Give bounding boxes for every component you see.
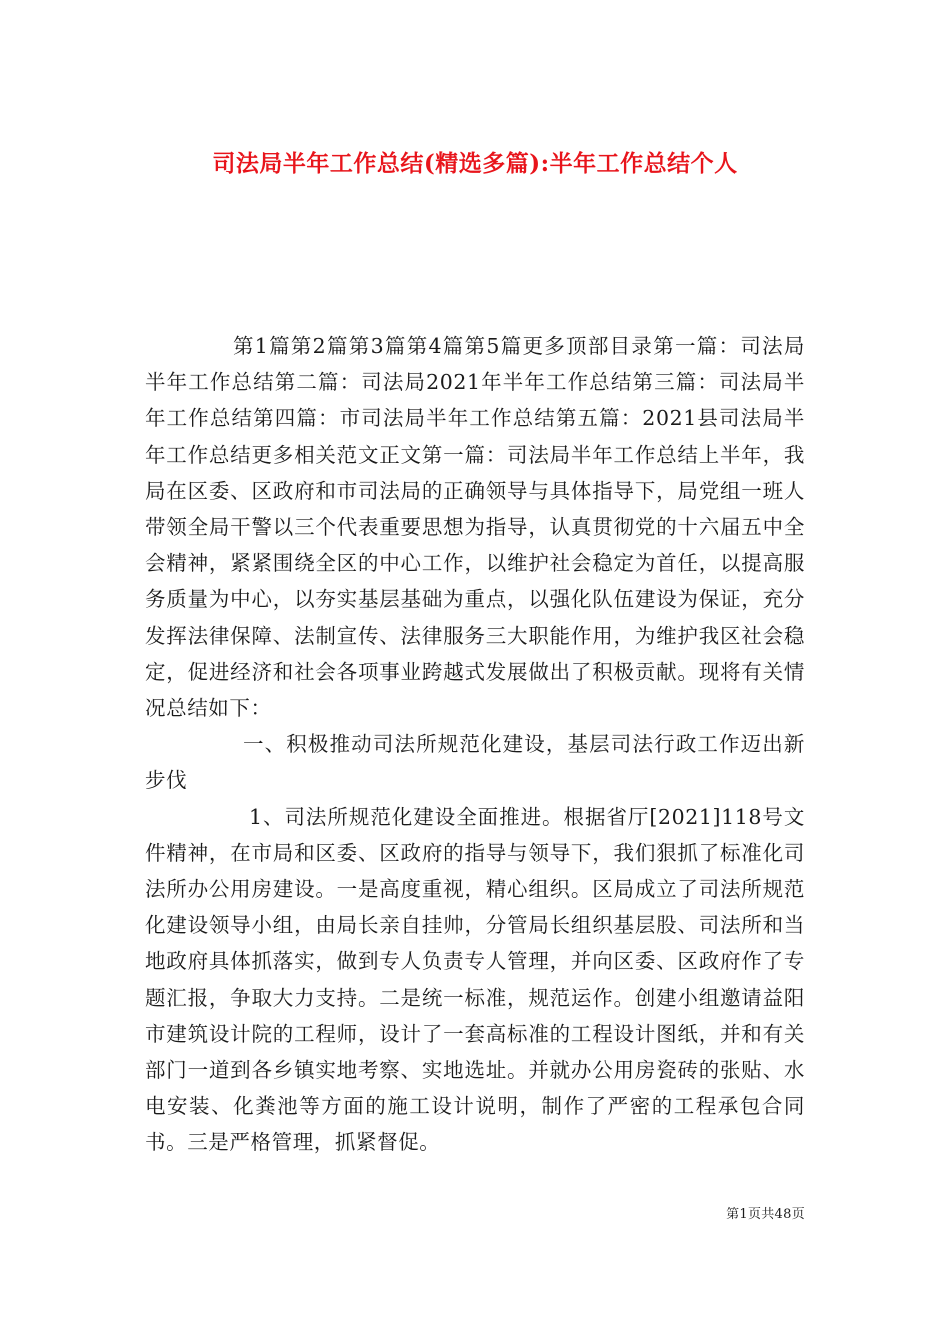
body-paragraph-intro: 第1篇第2篇第3篇第4篇第5篇更多顶部目录第一篇：司法局半年工作总结第二篇：司法局2021年半年工作总结第三篇：司法局半年工作总结第四篇：市司法局半年工作总结第五篇：2021县司法局半年工作总结更多相关范文正文第一篇：司法局半年工作总结上半年，我局在区委、区政府和市司法局的正确领导与具体指导下，局党组一班人带领全局干警以三个代表重要思想为指导，认真贯彻党的十六届五中全会精神，紧紧围绕全区的中心工作，以维护社会稳定为首任，以提高服务质量为中心，以夯实基层基础为重点，以强化队伍建设为保证，充分发挥法律保障、法制宣传、法律服务三大职能作用，为维护我区社会稳定，促进经济和社会各项事业跨越式发展做出了积极贡献。现将有关情况总结如下： (145, 334, 805, 721)
section-heading-1: 一、积极推动司法所规范化建设，基层司法行政工作迈出新步伐 (145, 732, 805, 793)
document-title: 司法局半年工作总结(精选多篇):半年工作总结个人 (212, 150, 738, 178)
body-paragraph-1: 1、司法所规范化建设全面推进。根据省厅[2021]118号文件精神，在市局和区委、区政府的指导与领导下，我们狠抓了标准化司法所办公用房建设。一是高度重视，精心组织。区局成立了司法所规范化建设领导小组，由局长亲自挂帅，分管局长组织基层股、司法所和当地政府具体抓落实，做到专人负责专人管理，并向区委、区政府作了专题汇报，争取大力支持。二是统一标准，规范运作。创建小组邀请益阳市建筑设计院的工程师，设计了一套高标准的工程设计图纸，并和有关部门一道到各乡镇实地考察、实地选址。并就办公用房瓷砖的张贴、水电安装、化粪池等方面的施工设计说明，制作了严密的工程承包合同书。三是严格管理，抓紧督促。 (145, 804, 805, 1155)
document-body (145, 328, 805, 1161)
page-number: 第1页共48页 (726, 1207, 805, 1222)
